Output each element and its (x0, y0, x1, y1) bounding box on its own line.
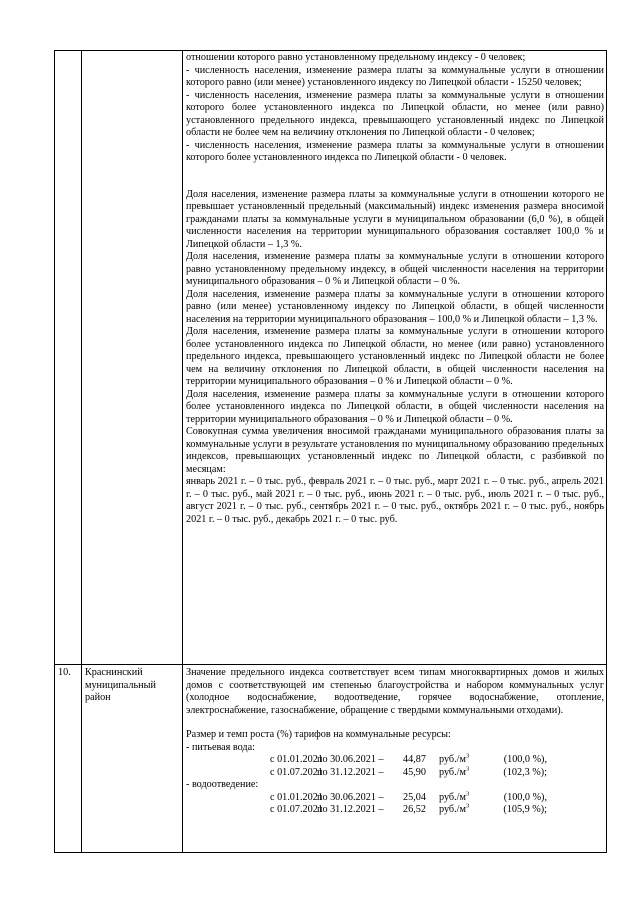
row-number: 10. (58, 667, 71, 678)
share-paragraph: Доля населения, изменение размера платы за коммунальные услуги в отношении которого более установленного индекса по Липецкой области, но менее (или равно) установленного предельного индекса, превышающего установленный индекс по Липецкой области не более чем на величину отклонения по Липецкой области, в общей численности населения на территории муниципального образования – 0 % и Липецкой области – 0 %. (186, 326, 604, 387)
date-to: по 31.12.2021 – (317, 766, 384, 778)
unit-sup: 3 (465, 752, 470, 760)
table-border-top (54, 50, 607, 51)
date-to: по 31.12.2021 – (317, 804, 384, 815)
row-divider (54, 664, 607, 665)
tariff-unit: руб./м (439, 754, 466, 765)
monthly-breakdown: январь 2021 г. – 0 тыс. руб., февраль 2021 г. – 0 тыс. руб., март 2021 г. – 0 тыс. руб., апрель 2021 г. – 0 тыс. руб., май 2021 г. – 0 тыс. руб., июнь 2021 г. – 0 тыс. руб., июль 2021 г. – 0 тыс. руб., август 2021 г. – 0 тыс. руб., сентябрь 2021 г. – 0 тыс. руб., октябрь 2021 г. – 0 тыс. руб., ноябрь 2021 г. – 0 тыс. руб., декабрь 2021 г. – 0 тыс. руб. (186, 476, 604, 525)
data-table (54, 50, 607, 853)
date-from: с 01.01.2021 (270, 791, 323, 803)
bullet-text: - численность населения, изменение размера платы за коммунальные услуги в отношении которого равно (или менее) установленного индексу по Липецкой области - 15250 человек; (186, 64, 604, 88)
growth-pct: (102,3 %); (503, 766, 547, 778)
share-paragraph: Доля населения, изменение размера платы за коммунальные услуги в отношении которого равно установленному предельному индексу, в общей численности населения на территории муниципального образования – 0 % и Липецкой области – 0 %. (186, 251, 604, 287)
bullet-text: отношении которого равно установленному предельному индексу - 0 человек; (186, 52, 526, 63)
district-name: Краснинский муниципальный район (85, 667, 156, 703)
date-to: по 30.06.2021 – (317, 754, 384, 765)
date-to: по 30.06.2021 – (317, 791, 384, 803)
table-border-left (54, 50, 55, 853)
share-paragraph: Доля населения, изменение размера платы за коммунальные услуги в отношении которого более установленного индекса по Липецкой области, в общей численности населения на территории муниципального образования – 0 % и Липецкой области – 0 %. (186, 388, 604, 425)
tariff-unit: руб./м (439, 791, 466, 803)
date-from: с 01.07.2021 (270, 766, 323, 778)
tariff-row (186, 754, 604, 767)
bullet-text: - численность населения, изменение размера платы за коммунальные услуги в отношении которого более установленного индекса по Липецкой области - 0 человек. (186, 139, 604, 163)
unit-sup: 3 (465, 790, 470, 798)
table-border-col2 (182, 50, 183, 853)
resource-name: - водоотведение: (186, 779, 259, 790)
tariff-value: 26,52 (403, 804, 426, 815)
tariff-row (186, 804, 604, 817)
tariff-value: 45,90 (403, 766, 426, 778)
date-from: с 01.07.2021 (270, 804, 323, 815)
sum-paragraph: Совокупная сумма увеличения вносимой гражданами муниципального образования платы за коммунальные услуги в результате установления по муниципальному образованию предельных индексов, превышающих установленный индекс по Липецкой области, с разбивкой по месяцам: (186, 426, 604, 475)
share-paragraph: Доля населения, изменение размера платы за коммунальные услуги в отношении которого не превышает установленный предельный (максимальный) индекс изменения размера вносимой гражданами платы за коммунальные услуги в муниципальном образовании (6,0 %), в общей численности населения на территории муниципального образования составляет 100,0 % и Липецкой области – 1,3 %. (186, 188, 604, 250)
prev-row-content (186, 52, 604, 526)
table-border-bottom (54, 852, 607, 853)
tariff-row (186, 792, 604, 805)
tariffs-title: Размер и темп роста (%) тарифов на коммунальные ресурсы: (186, 729, 451, 740)
unit-sup: 3 (465, 802, 470, 810)
table-border-right (606, 50, 607, 853)
intro-paragraph: Значение предельного индекса соответствует всем типам многоквартирных домов и жилых домов с соответствующей им степенью благоустройства и набором коммунальных услуг (холодное водоснабжение, водоотведение, горячее водоснабжение, отопление, электроснабжение, газоснабжение, обращение с твердыми коммунальными отходами). (186, 667, 604, 716)
tariff-unit: руб./м (439, 804, 466, 815)
bullet-text: - численность населения, изменение размера платы за коммунальные услуги в отношении которого более установленного индекса по Липецкой области, но менее (или равно) установленного предельного индекса, превышающего установленный индекс по Липецкой области не более чем на величину отклонения по Липецкой области - 0 человек; (186, 89, 604, 138)
tariff-value: 44,87 (403, 754, 426, 765)
tariff-row (186, 767, 604, 780)
row10-content (186, 667, 604, 817)
growth-pct: (105,9 %); (503, 804, 547, 815)
share-paragraph: Доля населения, изменение размера платы за коммунальные услуги в отношении которого равно (или менее) установленному индексу по Липецкой области, в общей численности населения на территории муниципального образования – 100,0 % и Липецкой области – 1,3 %. (186, 288, 604, 325)
unit-sup: 3 (465, 765, 470, 773)
table-border-col1 (81, 50, 82, 853)
resource-name: - питьевая вода: (186, 741, 255, 753)
tariff-unit: руб./м (439, 766, 466, 778)
tariff-value: 25,04 (403, 791, 426, 803)
growth-pct: (100,0 %), (503, 754, 547, 765)
date-from: с 01.01.2021 (270, 754, 323, 765)
growth-pct: (100,0 %), (503, 791, 547, 803)
